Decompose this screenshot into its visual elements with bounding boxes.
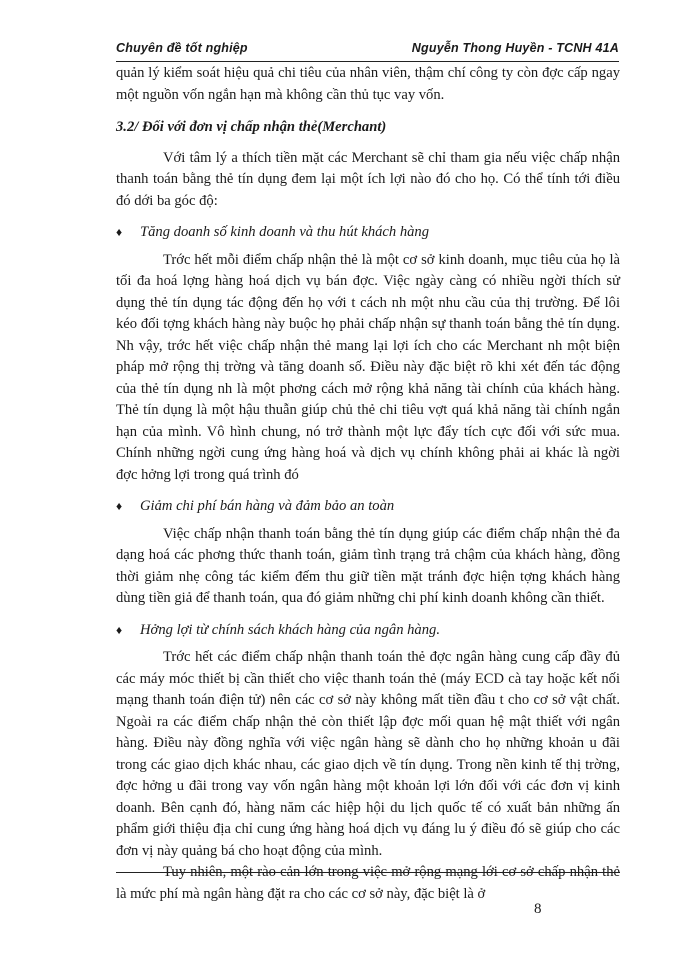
paragraph-costs: Việc chấp nhận thanh toán bằng thẻ tín dụng giúp các điểm chấp nhận thẻ đa dạng hoá các phơng thức thanh toán, giảm tình trạng trả chậm của khách hàng, đồng thời giảm nhẹ công tác kiểm đếm thu giữ tiền mặt tránh đợc hiện tợng khách hàng dùng tiền giả để thanh toán, qua đó giảm những chi phí kinh doanh không cần thiết. bbox=[116, 525, 620, 606]
footer-rule bbox=[116, 872, 620, 873]
section-heading: 3.2/ Đối với đơn vị chấp nhận thẻ(Merchant) bbox=[116, 119, 387, 135]
diamond-bullet-icon: ♦ bbox=[116, 499, 123, 513]
bullet-heading-3-text: Hởng lợi từ chính sách khách hàng của ngân hàng. bbox=[140, 621, 440, 638]
header-document-type: Chuyên đề tốt nghiệp bbox=[116, 41, 248, 55]
bullet-heading-1-text: Tăng doanh số kinh doanh và thu hút khách hàng bbox=[140, 224, 430, 240]
diamond-bullet-icon: ♦ bbox=[116, 225, 123, 239]
bullet-heading-2-text: Giảm chi phí bán hàng và đảm bảo an toàn bbox=[140, 498, 395, 514]
page-header bbox=[116, 41, 619, 62]
diamond-bullet-icon: ♦ bbox=[116, 622, 123, 637]
page-number: 8 bbox=[534, 901, 542, 917]
paragraph-intro: Với tâm lý a thích tiền mặt các Merchant sẽ chỉ tham gia nếu việc chấp nhận thanh toán bằng thẻ tín dụng đem lại một ích lợi nào đó cho họ. Có thể tính tới điều đó dới ba góc độ: bbox=[116, 149, 620, 209]
paragraph-continuation: quản lý kiểm soát hiệu quả chi tiêu của nhân viên, thậm chí công ty còn đợc cấp ngay một nguồn vốn ngắn hạn mà không cần thủ tục vay vốn. bbox=[116, 65, 620, 103]
header-author: Nguyễn Thong Huyền - TCNH 41A bbox=[411, 41, 619, 55]
bullet-heading-3 bbox=[116, 620, 620, 642]
paragraph-bank-policy: Trớc hết các điểm chấp nhận thanh toán thẻ đợc ngân hàng cung cấp đầy đủ các máy móc thiết bị cần thiết cho việc thanh toán thẻ (máy ECD cà tay hoặc kết nối mạng thanh toán điện tử) nên các cơ sở này không mất tiền đầu t cho cơ sở vật chất. Ngoài ra các điểm chấp nhận thẻ còn thiết lập đợc mối quan hệ mật thiết với ngân hàng. Điều này đồng nghĩa với việc ngân hàng sẽ dành cho họ những khoản u đãi trong các giao dịch khác nhau, các giao dịch về tín dụng. Trong nền kinh tế thị trờng, đợc hởng u đãi trong vay vốn ngân hàng một khoản lợi lớn đối với các đơn vị kinh doanh. Bên cạnh đó, hàng năm các hiệp hội du lịch quốc tế có xuất bản những ấn phẩm giới thiệu địa chỉ cung ứng hàng hoá dịch vụ đáng lu ý điều đó sẽ giúp cho các đơn vị này quảng bá cho hoạt động của mình. bbox=[116, 649, 620, 859]
paragraph-barrier: Tuy nhiên, một rào cản lớn trong việc mở rộng mạng lới cơ sở chấp nhận thẻ là mức phí mà ngân hàng đặt ra cho các cơ sở này, đặc biệt là ở bbox=[116, 864, 620, 902]
page-body bbox=[116, 63, 620, 905]
bullet-heading-1 bbox=[116, 222, 620, 244]
bullet-heading-2 bbox=[116, 496, 620, 518]
paragraph-sales: Trớc hết mỗi điểm chấp nhận thẻ là một cơ sở kinh doanh, mục tiêu của họ là tối đa hoá lợng hàng hoá dịch vụ bán đợc. Việc ngày càng có nhiều ngời thích sử dụng thẻ tín dụng tác động đến họ với t cách nh một nhu cầu của thị trường. Để lôi kéo đối tợng khách hàng này buộc họ phải chấp nhận sự thanh toán bằng thẻ tín dụng. Nh vậy, trớc hết việc chấp nhận thẻ mang lại lợi ích cho các Merchant nh một biện pháp mở rộng thị trờng và tăng doanh số. Điều này đặc biệt rõ khi xét đến tác động của thẻ tín dụng nh là một phơng cách mở rộng khả năng tài chính của khách hàng. Thẻ tín dụng là một hậu thuẫn giúp chủ thẻ chi tiêu vợt quá khả năng tài chính ngắn hạn của mình. Vô hình chung, nó trở thành một lực đẩy tích cực đối với sức mua. Chính những ngời cung ứng hàng hoá và dịch vụ chính không phải ai khác là ngời đợc hởng lợi trong quá trình đó bbox=[116, 251, 620, 483]
